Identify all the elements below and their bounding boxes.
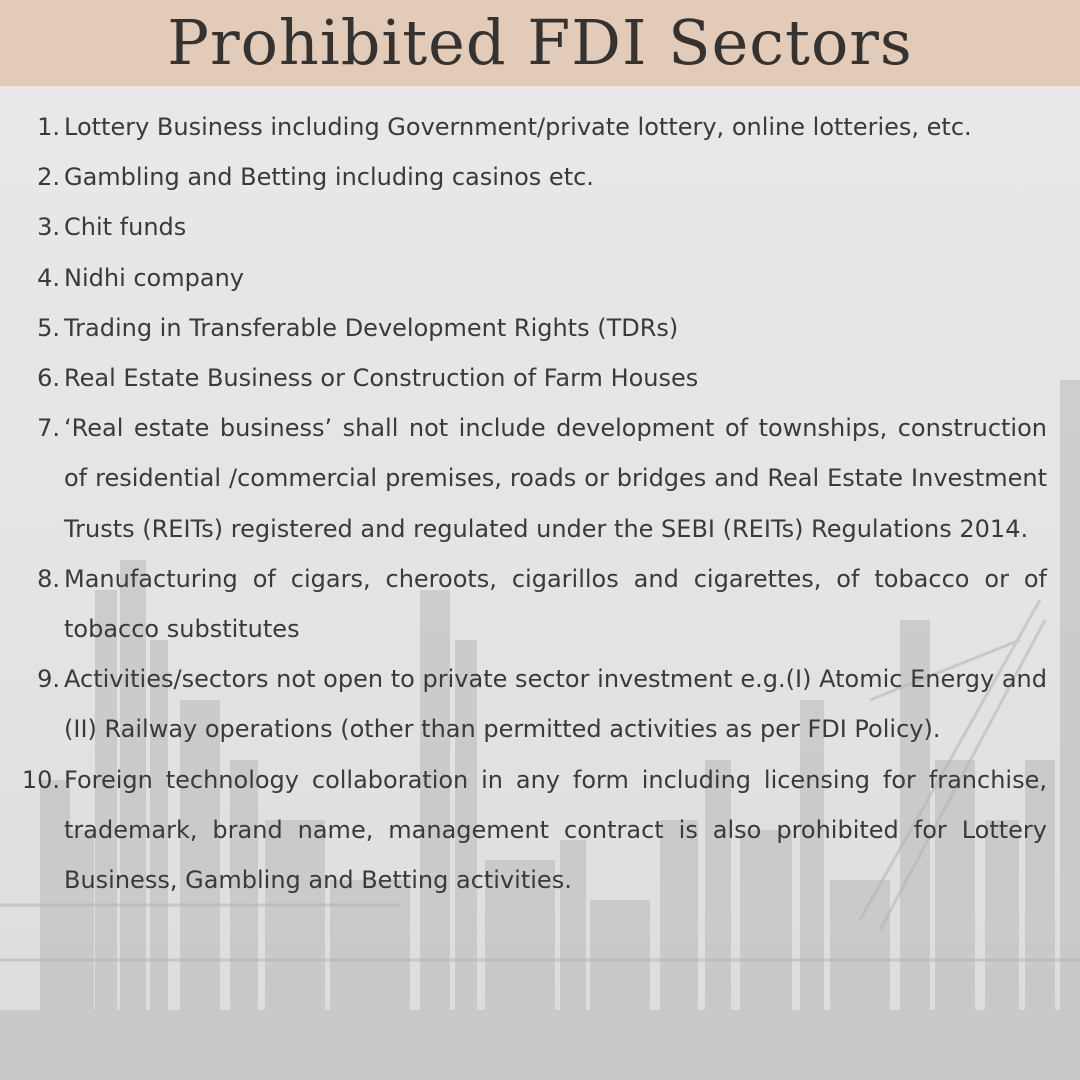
- list-item: [0, 102, 1080, 152]
- item-number: 2.: [37, 163, 60, 192]
- item-text: Activities/sectors not open to private sector investment e.g.(I) Atomic Energy and (II) Railway operations (other than permitted activities as per FDI Policy).: [64, 665, 1047, 744]
- item-number: 1.: [37, 113, 60, 141]
- item-text: Nidhi company: [64, 263, 244, 292]
- list-item: [0, 202, 1080, 252]
- item-text: Gambling and Betting including casinos etc.: [64, 163, 594, 192]
- item-number: 9.: [37, 665, 60, 694]
- list-item: [0, 303, 1080, 353]
- list-item: [0, 554, 1080, 654]
- item-text: Foreign technology collaboration in any form including licensing for franchise, trademark, brand name, management contract is also prohibited for Lottery Business, Gambling and Betting activities.: [64, 765, 1047, 895]
- item-number: 3.: [37, 213, 60, 242]
- item-number: 7.: [37, 414, 60, 443]
- item-number: 6.: [37, 364, 60, 393]
- item-text: Real Estate Business or Construction of Farm Houses: [64, 364, 699, 393]
- item-number: 8.: [37, 564, 60, 593]
- item-text: ‘Real estate business’ shall not include development of townships, construction of residential /commercial premises, roads or bridges and Real Estate Investment Trusts (REITs) registered and regulated under the SEBI (REITs) Regulations 2014.: [64, 414, 1047, 543]
- list-item: [0, 353, 1080, 403]
- item-text: Chit funds: [64, 213, 187, 242]
- item-text: Manufacturing of cigars, cheroots, cigarillos and cigarettes, of tobacco or of tobacco substitutes: [64, 564, 1047, 644]
- list-item: [0, 654, 1080, 754]
- item-text: Lottery Business including Government/private lottery, online lotteries, etc.: [64, 113, 972, 141]
- list-item: [0, 152, 1080, 202]
- item-number: 4.: [37, 263, 60, 292]
- title-banner: [0, 0, 1080, 86]
- item-number: 10.: [21, 765, 60, 794]
- list-item: [0, 403, 1080, 554]
- list-item: [0, 755, 1080, 906]
- item-number: 5.: [37, 313, 60, 342]
- item-text: Trading in Transferable Development Rights (TDRs): [64, 313, 679, 342]
- list-item: [0, 253, 1080, 303]
- prohibited-sectors-list: [0, 102, 1080, 905]
- page-title: Prohibited FDI Sectors: [167, 6, 913, 79]
